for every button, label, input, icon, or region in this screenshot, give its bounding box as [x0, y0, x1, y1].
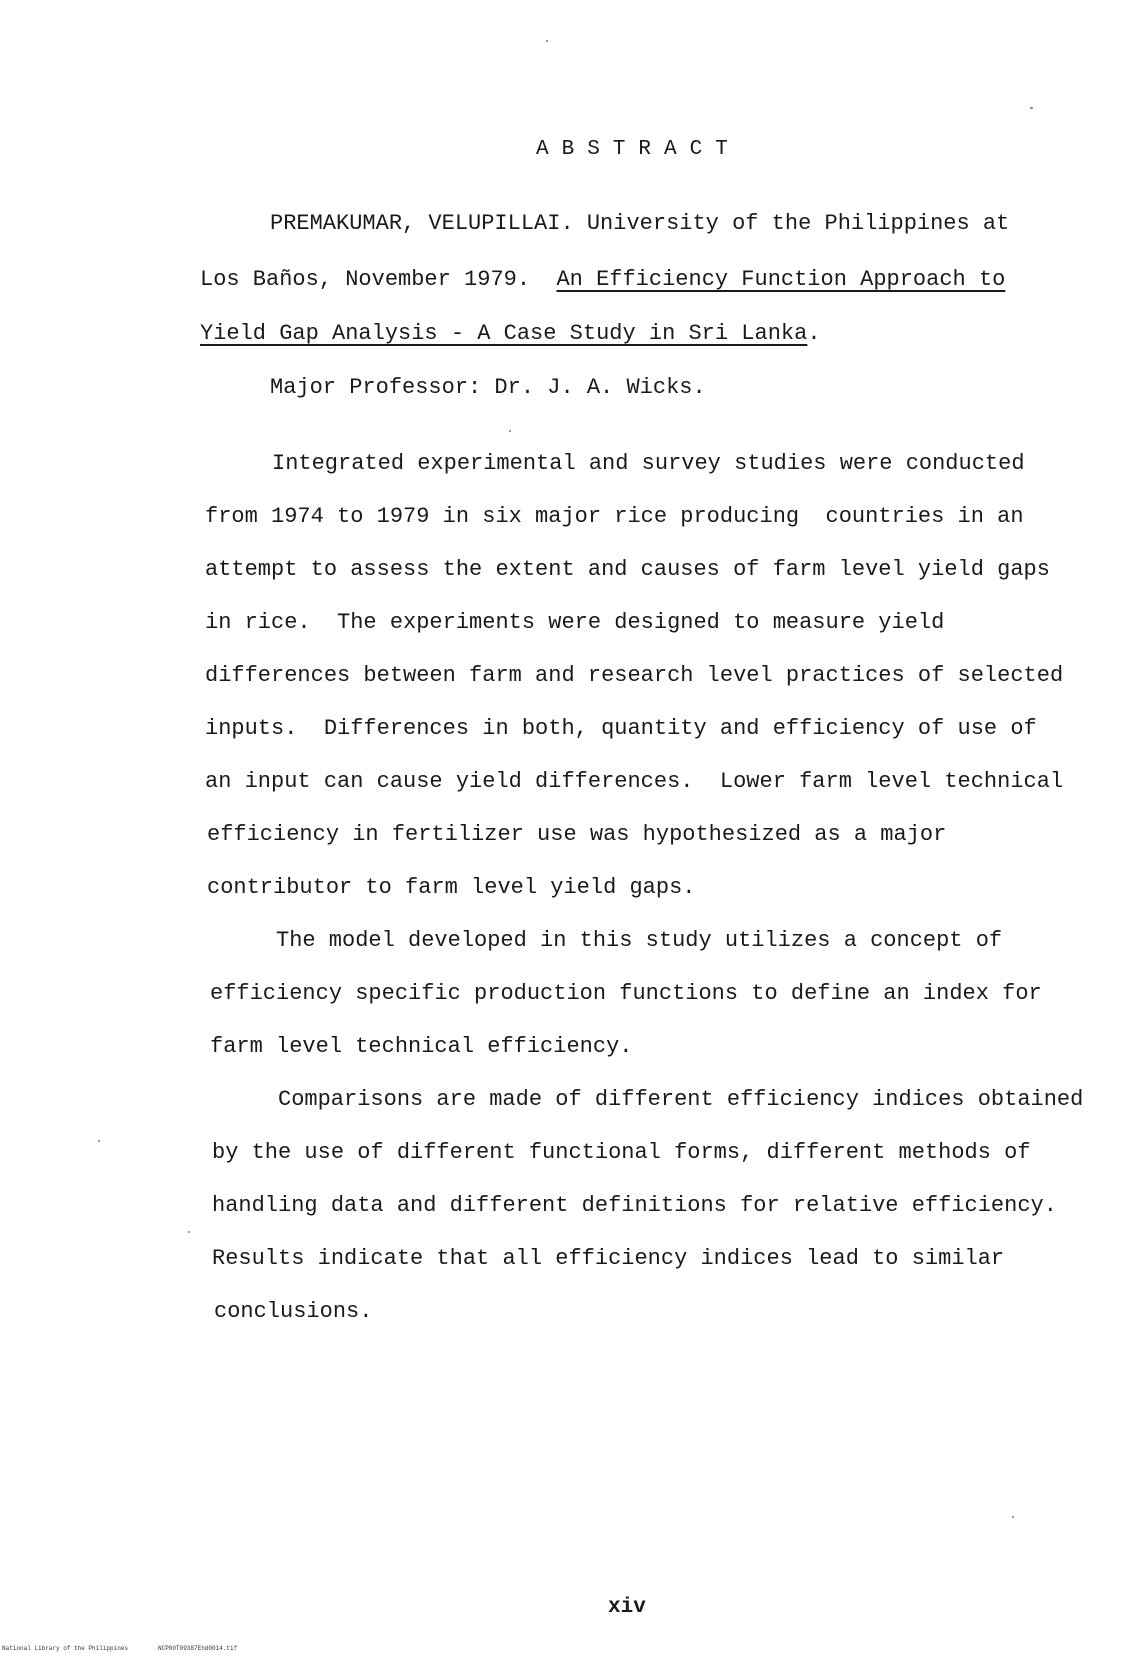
paragraph-1-line: efficiency in fertilizer use was hypothesized as a major: [207, 822, 947, 847]
paragraph-3-line: Comparisons are made of different efficiency indices obtained: [278, 1087, 1084, 1112]
paragraph-1-line: attempt to assess the extent and causes of farm level yield gaps: [205, 557, 1050, 582]
scan-speck: [98, 1140, 100, 1142]
abstract-heading: ABSTRACT: [536, 138, 741, 161]
citation-line-2: [200, 266, 1005, 294]
paragraph-1-line: Integrated experimental and survey studies were conducted: [272, 451, 1025, 476]
paragraph-1-line: differences between farm and research level practices of selected: [205, 663, 1064, 688]
thesis-title-part-1: An Efficiency Function Approach to: [556, 267, 1006, 292]
major-professor: Major Professor: Dr. J. A. Wicks.: [270, 375, 706, 400]
paragraph-1-line: in rice. The experiments were designed to measure yield: [205, 610, 945, 635]
paragraph-2-line: The model developed in this study utilizes a concept of: [276, 928, 1003, 953]
paragraph-1-line: an input can cause yield differences. Lower farm level technical: [205, 769, 1064, 794]
paragraph-3-line: by the use of different functional forms, different methods of: [212, 1140, 1031, 1165]
footer-file-id: NCP00T09387Ehd0014.tif: [158, 1645, 238, 1652]
scan-speck: [546, 40, 548, 42]
paragraph-3-line: conclusions.: [214, 1299, 373, 1324]
paragraph-2-line: farm level technical efficiency.: [210, 1034, 633, 1059]
citation-line-3: [200, 320, 821, 348]
paragraph-1-line: from 1974 to 1979 in six major rice producing countries in an: [205, 504, 1024, 529]
paragraph-1-line: contributor to farm level yield gaps.: [207, 875, 696, 900]
scan-speck: [1030, 107, 1033, 109]
paragraph-1-line: inputs. Differences in both, quantity and efficiency of use of: [205, 716, 1037, 741]
paragraph-3-line: Results indicate that all efficiency indices lead to similar: [212, 1246, 1005, 1271]
scan-speck: [188, 1231, 190, 1233]
scan-speck: [1012, 1516, 1014, 1518]
footer-library-name: National Library of the Philippines: [2, 1645, 129, 1652]
citation-period: .: [807, 321, 821, 346]
paragraph-2-line: efficiency specific production functions to define an index for: [210, 981, 1042, 1006]
citation-line-1: PREMAKUMAR, VELUPILLAI. University of the Philippines at: [270, 211, 1010, 236]
thesis-title-part-2: Yield Gap Analysis - A Case Study in Sri Lanka: [200, 321, 808, 346]
citation-place-date: Los Baños, November 1979.: [200, 267, 531, 292]
paragraph-3-line: handling data and different definitions for relative efficiency.: [212, 1193, 1057, 1218]
page-number: xiv: [608, 1596, 646, 1619]
scan-speck: [509, 430, 511, 432]
